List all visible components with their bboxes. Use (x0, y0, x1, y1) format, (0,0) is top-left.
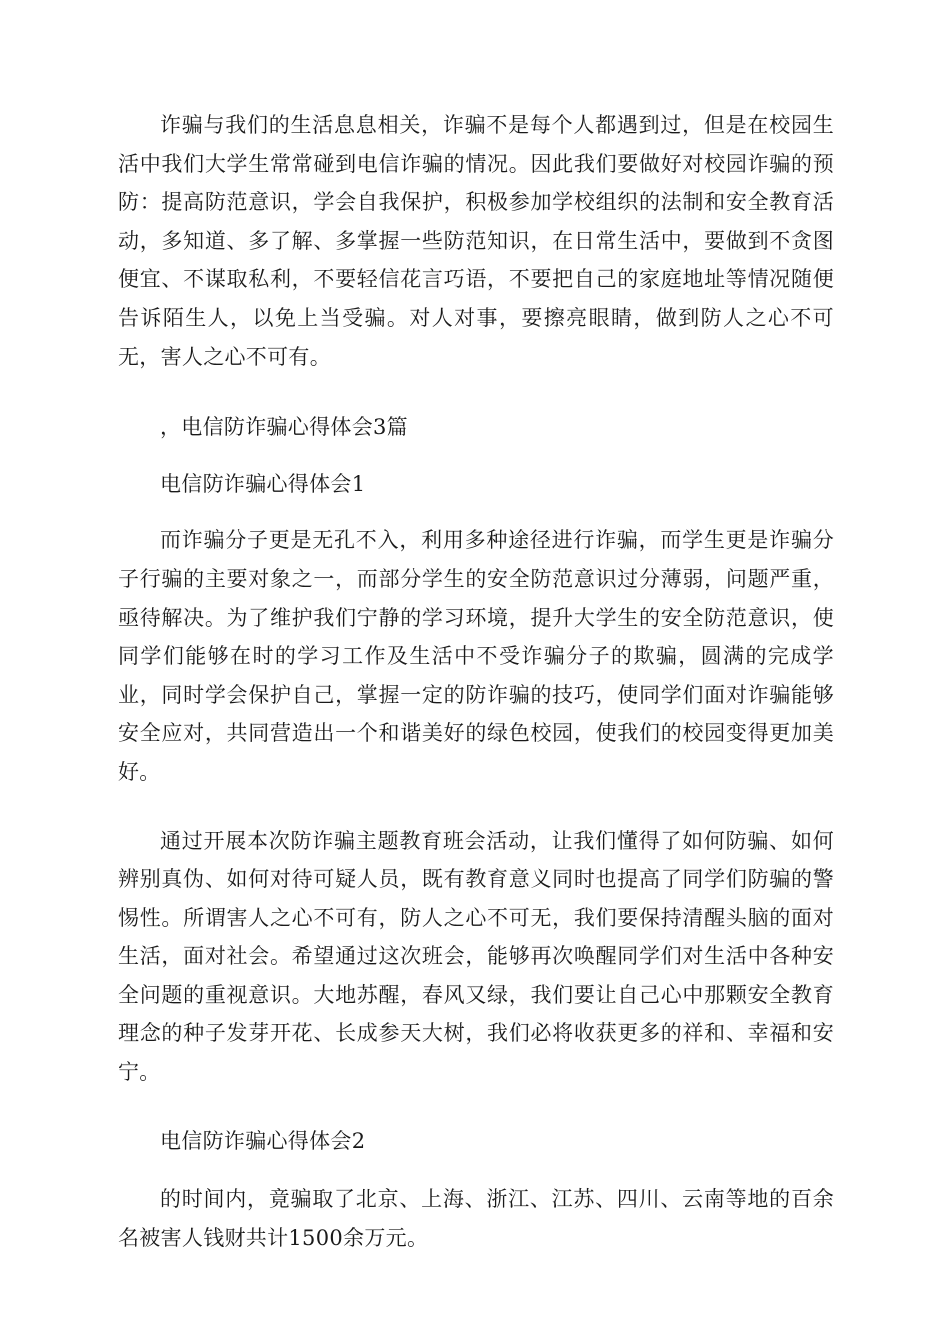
paragraph-article-2-body: 的时间内，竟骗取了北京、上海、浙江、江苏、四川、云南等地的百余名被害人钱财共计1500余万元。 (118, 1187, 834, 1250)
paragraph-class-meeting: 通过开展本次防诈骗主题教育班会活动，让我们懂得了如何防骗、如何辨别真伪、如何对待可疑人员，既有教育意义同时也提高了同学们防骗的警惕性。所谓害人之心不可有，防人之心不可无，我们要保持清醒头脑的面对生活，面对社会。希望通过这次班会，能够再次唤醒同学们对生活中各种安全问题的重视意识。大地苏醒，春风又绿，我们要让自己心中那颗安全教育理念的种子发芽开花、长成参天大树，我们必将收获更多的祥和、幸福和安宁。 (118, 828, 834, 1085)
paragraph-fraud-prevention: 诈骗与我们的生活息息相关，诈骗不是每个人都遇到过，但是在校园生活中我们大学生常常碰到电信诈骗的情况。因此我们要做好对校园诈骗的预防：提高防范意识，学会自我保护，积极参加学校组织的法制和安全教育活动，多知道、多了解、多掌握一些防范知识，在日常生活中，要做到不贪图便宜、不谋取私利，不要轻信花言巧语，不要把自己的家庭地址等情况随便告诉陌生人，以免上当受骗。对人对事，要擦亮眼睛，做到防人之心不可无，害人之心不可有。 (118, 113, 834, 369)
heading-article-2: 电信防诈骗心得体会2 (160, 1128, 366, 1153)
section-title-three-articles: ，电信防诈骗心得体会3篇 (160, 415, 408, 440)
heading-article-1: 电信防诈骗心得体会1 (160, 471, 366, 496)
paragraph-article-1-body: 而诈骗分子更是无孔不入，利用多种途径进行诈骗，而学生更是诈骗分子行骗的主要对象之一，而部分学生的安全防范意识过分薄弱，问题严重，亟待解决。为了维护我们宁静的学习环境，提升大学生的安全防范意识，使同学们能够在时的学习工作及生活中不受诈骗分子的欺骗，圆满的完成学业，同时学会保护自己，掌握一定的防诈骗的技巧，使同学们面对诈骗能够安全应对，共同营造出一个和谐美好的绿色校园，使我们的校园变得更加美好。 (118, 528, 834, 784)
document-page (118, 106, 834, 1257)
